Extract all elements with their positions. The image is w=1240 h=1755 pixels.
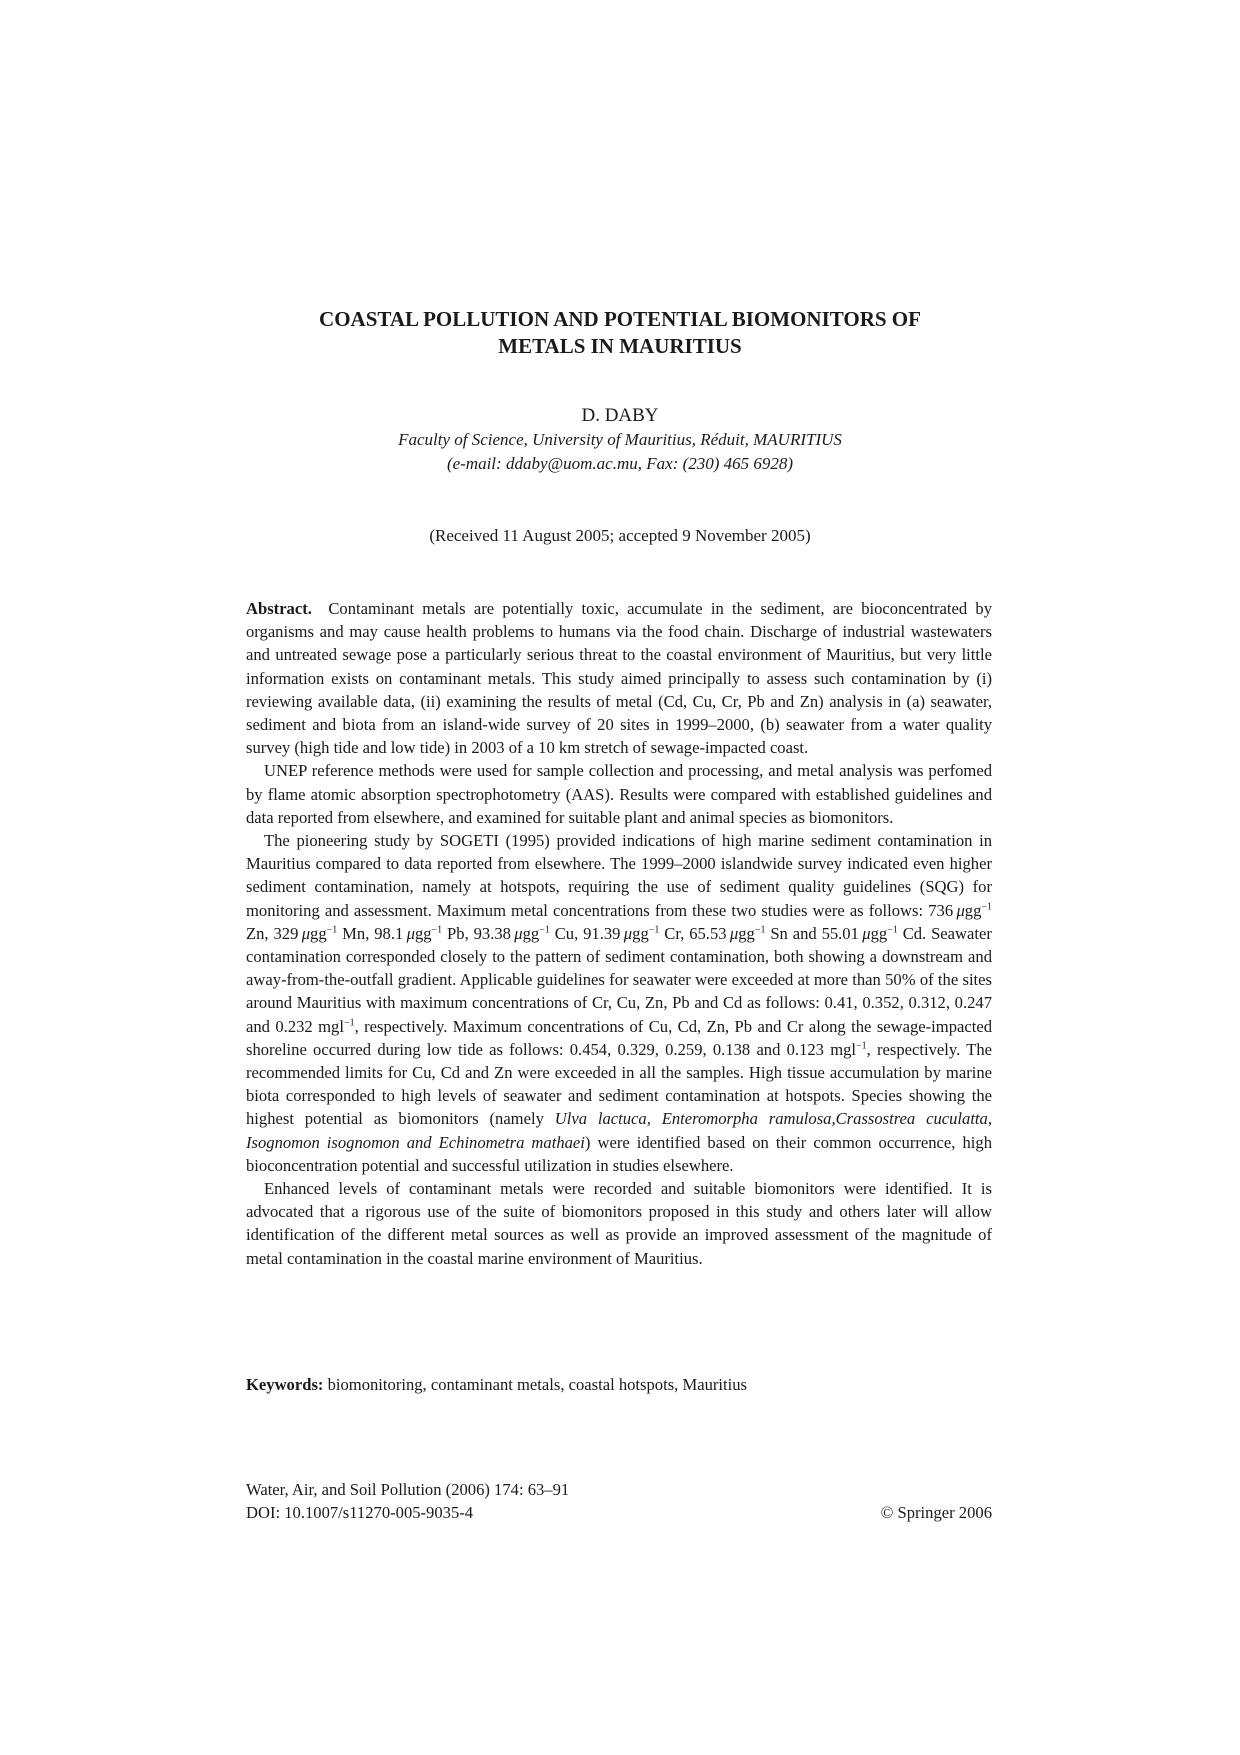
keywords [246,1373,992,1396]
unit-exp: −1 [539,924,550,936]
paper-title [0,306,1240,360]
unit-gg: gg [632,923,649,943]
unit-gg: gg [738,923,755,943]
affiliation-line: Faculty of Science, University of Mauritius, Réduit, MAURITIUS [398,430,842,449]
keywords-text: biomonitoring, contaminant metals, coastal hotspots, Mauritius [327,1375,747,1394]
conc-element: Zn, [246,923,269,943]
p3-text-b: Seawater contamination corresponded closely to the pattern of sediment contamination, both showing a downstream and away-from-the-outfall gradient. Applicable guidelines for seawater were exceeded at more than 50% of the sites around Mauritius with maximum concentrations of Cr, Cu, Zn, Pb and Cd as follows: 0.41, 0.352, 0.312, 0.247 and 0.232 mgl [246,923,992,1036]
conc-value: 91.39 [583,923,621,943]
abstract [246,597,992,1270]
abstract-paragraph-2: UNEP reference methods were used for sample collection and processing, and metal analysis was perfomed by flame atomic absorption spectrophotometry (AAS). Results were compared with established guidelines and data reported from elsewhere, and examined for suitable plant and animal species as biomonitors. [246,761,992,827]
conc-element: Pb, [447,923,469,943]
p3-text-e: ) were identified based on their common occurrence, high bioconcentration potential and successful utilization in studies elsewhere. [246,1132,992,1175]
unit-exp: −1 [326,924,338,936]
unit-mu: μ [301,923,311,943]
biomonitor-species: Ulva lactuca, Enteromorpha ramulosa,Crassostrea cuculatta, Isognomon isognomon and Echinometra mathaei [246,1109,992,1152]
conc-value: 736 [928,900,954,920]
abstract-label: Abstract. [246,599,312,618]
conc-value: 98.1 [374,923,404,943]
conc-value: 93.38 [473,923,511,943]
conc-element: Cu, [554,923,579,943]
footer [246,1478,992,1524]
unit-exp: −1 [648,924,660,936]
contact-line: (e-mail: ddaby@uom.ac.mu, Fax: (230) 465 6928) [446,454,794,473]
abstract-paragraph-1 [246,597,992,759]
unit-mu: μ [623,923,633,943]
conc-value: 55.01 [821,923,859,943]
p3-text-d: , respectively. The recommended limits for Cu, Cd and Zn were exceeded in all the samples. High tissue accumulation by marine biota corresponded to high levels of seawater and sediment contamination at hotspots. Species showing the highest potential as biomonitors (namely [246,1039,992,1129]
abstract-paragraph-3 [246,829,992,1177]
unit-exp: −1 [887,924,898,936]
conc-element: Cd. [902,923,927,943]
title-line-1: COASTAL POLLUTION AND POTENTIAL BIOMONITORS OF [319,307,921,331]
received-dates: (Received 11 August 2005; accepted 9 November 2005) [429,526,811,545]
conc-value: 329 [273,923,299,943]
unit-exp: −1 [431,924,443,936]
conc-element: Cr, [664,923,685,943]
p3-text-a: The pioneering study by SOGETI (1995) provided indications of high marine sediment contamination in Mauritius compared to data reported from elsewhere. The 1999–2000 islandwide survey indicated even higher sediment contamination, namely at hotspots, requiring the use of sediment quality guidelines (SQG) for monitoring and assessment. Maximum metal concentrations from these two studies were as follows: [246,831,992,920]
unit-mu: μ [956,900,965,920]
unit-mu: μ [514,923,523,943]
unit-mu: μ [729,923,739,943]
doi: DOI: 10.1007/s11270-005-9035-4 [246,1503,474,1522]
unit-exp: −1 [754,924,766,936]
unit-mu: μ [406,923,415,943]
unit-gg: gg [870,923,888,943]
unit-gg: gg [414,923,432,943]
conc-element: Mn, [342,923,370,943]
abstract-paragraph-4: Enhanced levels of contaminant metals were recorded and suitable biomonitors were identified. It is advocated that a rigorous use of the suite of biomonitors proposed in this study and others later will allow identification of the different metal sources as well as provide an improved assessment of the magnitude of metal contamination in the coastal marine environment of Mauritius. [246,1179,992,1268]
unit-mu: μ [862,923,871,943]
unit-gg: gg [964,900,982,920]
author-name: D. DABY [581,405,659,426]
conc-value: 65.53 [689,923,727,943]
title-line-2: METALS IN MAURITIUS [498,334,742,358]
unit-gg: gg [310,923,327,943]
author-affiliation [0,428,1240,476]
abstract-p1-text: Contaminant metals are potentially toxic, accumulate in the sediment, are bioconcentrated by organisms and may cause health problems to humans via the food chain. Discharge of industrial wastewaters and untreated sewage pose a particularly serious threat to the coastal environment of Mauritius, but very little information exists on contaminant metals. This study aimed principally to assess such contamination by (i) reviewing available data, (ii) examining the results of metal (Cd, Cu, Cr, Pb and Zn) analysis in (a) seawater, sediment and biota from an island-wide survey of 20 sites in 1999–2000, (b) seawater from a water quality survey (high tide and low tide) in 2003 of a 10 km stretch of sewage-impacted coast. [246,599,993,758]
conc-element: Sn and [770,923,817,943]
unit-exp: −1 [343,1017,355,1029]
unit-exp: −1 [856,1040,867,1052]
unit-exp: −1 [981,901,993,913]
journal-citation: Water, Air, and Soil Pollution (2006) 174: 63–91 [246,1480,570,1499]
keywords-label: Keywords: [246,1375,324,1394]
unit-gg: gg [522,923,540,943]
copyright: © Springer 2006 [880,1503,992,1522]
p3-text-c: , respectively. Maximum concentrations of Cu, Cd, Zn, Pb and Cr along the sewage-impacted shoreline occurred during low tide as follows: 0.454, 0.329, 0.259, 0.138 and 0.123 mgl [246,1016,992,1059]
